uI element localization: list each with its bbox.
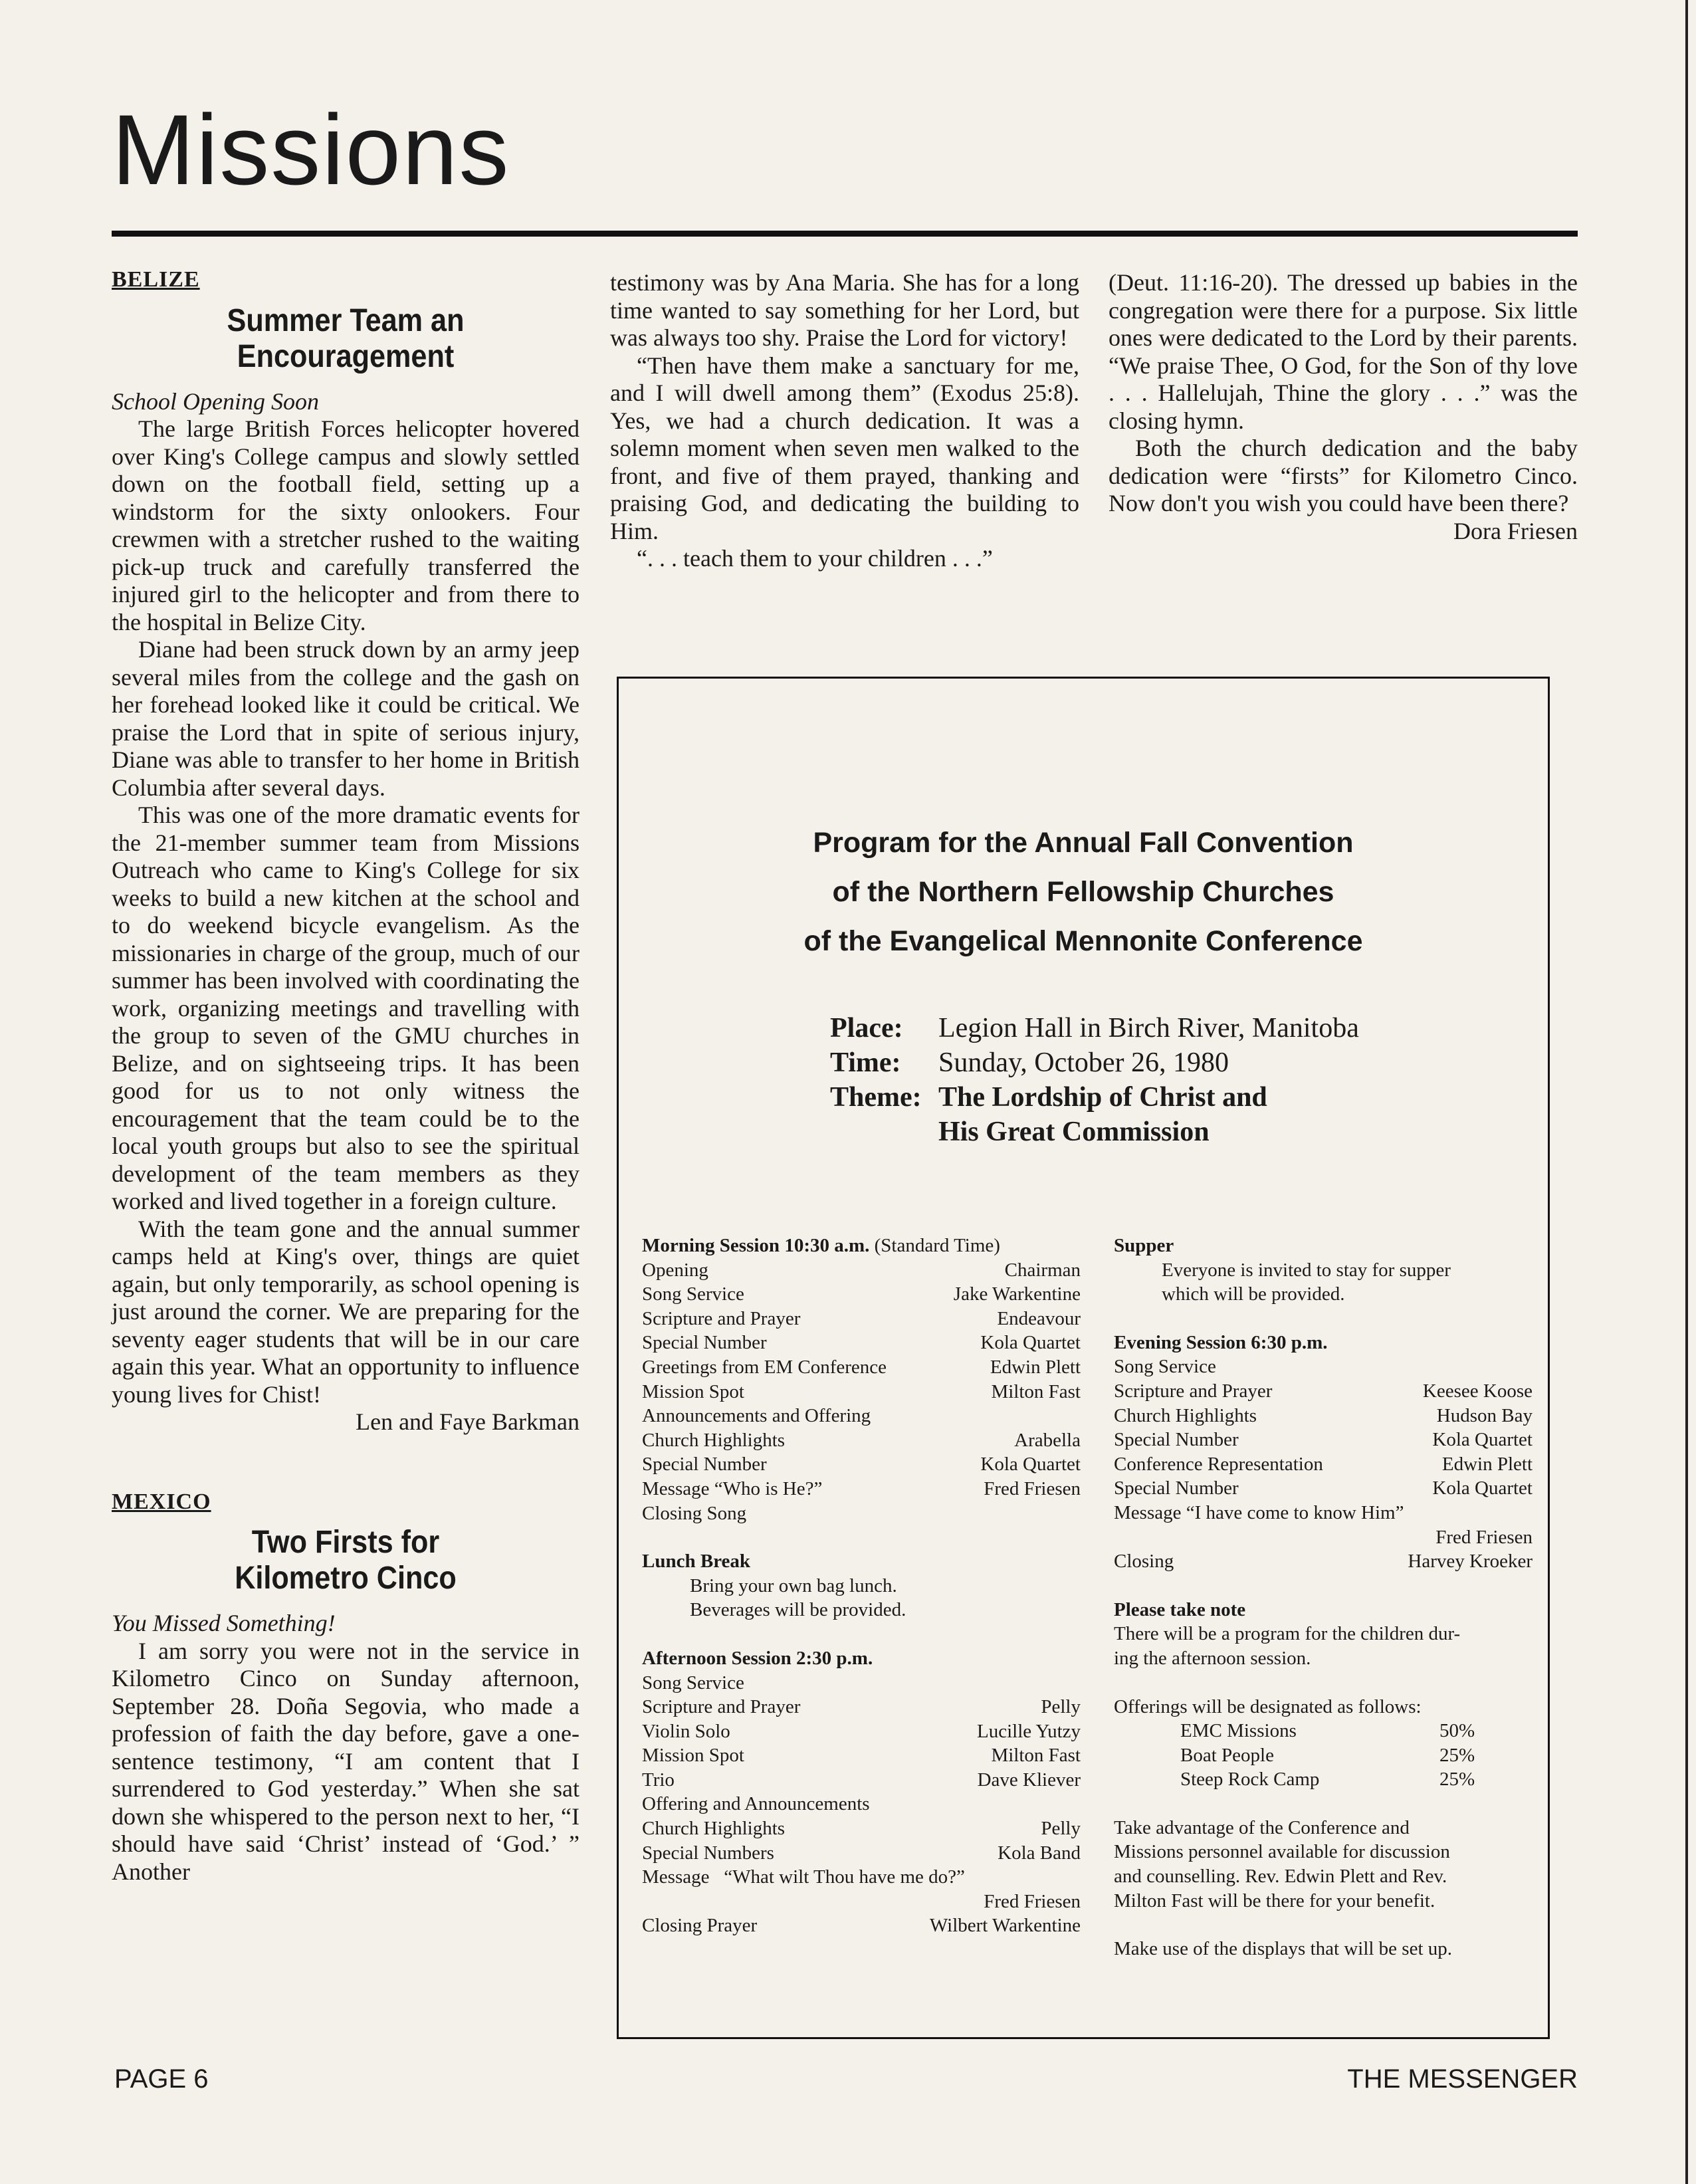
evening-row-value: Edwin Plett	[1441, 1453, 1533, 1475]
belize-kicker: School Opening Soon	[112, 387, 319, 415]
morning-row-value: Chairman	[1004, 1259, 1081, 1281]
schedule-left	[642, 1234, 1081, 1938]
afternoon-row	[642, 1743, 1081, 1768]
mexico-paragraph: I am sorry you were not in the service in Kilometro Cinco on Sunday afternoon, September 28. Doña Segovia, who made a profession of faith the day before, gave a one-sentence testimony, “I am content that I surrendered to God yesterday.” When she sat down she whispered to the person next to her, “I should have said ‘Christ’ instead of ‘God.’ ” Another	[112, 1637, 580, 1885]
morning-row-value: Edwin Plett	[990, 1356, 1081, 1378]
morning-note: (Standard Time)	[874, 1235, 1000, 1256]
lunch-line: Beverages will be provided.	[690, 1599, 906, 1621]
morning-row-value: Kola Quartet	[980, 1332, 1081, 1354]
column-1	[112, 266, 580, 1886]
belize-paragraph: With the team gone and the annual summer camps held at King's over, things are quiet again, but only temporarily, as school opening is just around the corner. We are preparing for the seventy eager students that will be in our care again this year. What an opportunity to influence young lives for Chist!	[112, 1215, 580, 1408]
supper-title: Supper	[1114, 1235, 1174, 1256]
morning-row	[642, 1282, 1081, 1307]
evening-row	[1114, 1404, 1533, 1428]
morning-row-label: Opening	[642, 1259, 708, 1281]
mexico-paragraph: Both the church dedication and the baby dedication were “firsts” for Kilometro Cinco. Now don't you wish you could have been there?	[1109, 435, 1578, 516]
advantage-line: Milton Fast will be there for your benefit.	[1114, 1890, 1435, 1911]
evening-items	[1114, 1355, 1533, 1501]
page-title: Missions	[112, 94, 510, 205]
morning-row-label: Announcements and Offering	[642, 1405, 871, 1427]
evening-row-value: Kola Quartet	[1432, 1477, 1533, 1499]
mexico-country-label: MEXICO	[112, 1489, 211, 1514]
morning-row-value: Kola Quartet	[980, 1454, 1081, 1475]
afternoon-items	[642, 1671, 1081, 1890]
mexico-headline	[135, 1525, 556, 1596]
program-heading	[619, 818, 1548, 966]
offering-percent: 25%	[1439, 1769, 1475, 1791]
supper-line: which will be provided.	[1162, 1283, 1345, 1305]
lunch-title: Lunch Break	[642, 1551, 751, 1573]
mexico-paragraph: “. . . teach them to your children . . .”	[637, 545, 993, 572]
mexico-paragraph: testimony was by Ana Maria. She has for a long time wanted to say something for her Lord, but was always too shy. Praise the Lord for victory!	[610, 269, 1079, 351]
morning-row-label: Song Service	[642, 1283, 744, 1305]
program-box	[617, 677, 1550, 2039]
morning-row-label: Special Number	[642, 1454, 767, 1475]
offering-row	[1114, 1743, 1533, 1768]
morning-row-label: Church Highlights	[642, 1429, 786, 1451]
evening-row	[1114, 1428, 1533, 1452]
morning-row-label: Message “Who is He?”	[642, 1477, 823, 1499]
title-rule	[112, 231, 1578, 237]
afternoon-row-label: Violin Solo	[642, 1720, 730, 1742]
offering-items	[1114, 1719, 1533, 1792]
lunch-line: Bring your own bag lunch.	[690, 1575, 897, 1596]
evening-row-value: Kola Quartet	[1432, 1429, 1533, 1451]
afternoon-title: Afternoon Session 2:30 p.m.	[642, 1647, 873, 1669]
morning-row-label: Mission Spot	[642, 1380, 744, 1402]
evening-title: Evening Session 6:30 p.m.	[1114, 1331, 1328, 1353]
theme-value-2: His Great Commission	[938, 1117, 1210, 1147]
mexico-kicker: You Missed Something!	[112, 1610, 336, 1636]
belize-headline	[135, 303, 556, 375]
advantage-line: Missions personnel available for discussion	[1114, 1841, 1450, 1863]
offering-label: EMC Missions	[1180, 1720, 1297, 1742]
morning-row	[642, 1428, 1081, 1453]
morning-row-label: Scripture and Prayer	[642, 1307, 801, 1329]
afternoon-row-value: Kola Band	[998, 1842, 1081, 1864]
morning-row-label: Greetings from EM Conference	[642, 1356, 887, 1378]
program-heading-line-1: Program for the Annual Fall Convention	[813, 827, 1354, 859]
afternoon-closing-speaker: Wilbert Warkentine	[929, 1915, 1081, 1937]
column-2	[610, 269, 1079, 573]
morning-row	[642, 1307, 1081, 1331]
offering-row	[1114, 1719, 1533, 1743]
afternoon-row-value: Dave Kliever	[977, 1769, 1081, 1791]
mexico-headline-line-2: Kilometro Cinco	[235, 1561, 457, 1596]
afternoon-row-label: Mission Spot	[642, 1745, 744, 1767]
belize-paragraph: The large British Forces helicopter hovered over King's College campus and slowly settled down on the football field, setting up a windstorm for the sixty onlookers. Four crewmen with a stretcher rushed to the waiting pick-up truck and carefully transferred the injured girl to the helicopter and from there to the hospital in Belize City.	[112, 415, 580, 635]
evening-row-value: Hudson Bay	[1436, 1404, 1533, 1426]
morning-row	[642, 1380, 1081, 1404]
afternoon-row-value: Pelly	[1041, 1696, 1081, 1718]
afternoon-row-label: Church Highlights	[642, 1818, 786, 1840]
belize-headline-line-1: Summer Team an	[227, 302, 465, 338]
afternoon-row	[642, 1695, 1081, 1719]
supper-line: Everyone is invited to stay for supper	[1162, 1259, 1451, 1281]
afternoon-row-label: Trio	[642, 1769, 675, 1791]
offering-row	[1114, 1767, 1533, 1792]
afternoon-row	[642, 1719, 1081, 1744]
offering-percent: 25%	[1439, 1744, 1475, 1766]
mexico-headline-line-1: Two Firsts for	[251, 1525, 440, 1560]
afternoon-row	[642, 1816, 1081, 1841]
evening-row	[1114, 1355, 1533, 1379]
belize-paragraph: This was one of the more dramatic events for the 21-member summer team from Missions Outreach who came to King's College for six weeks to build a new kitchen at the school and to do weekend bicycle evangelism. As the missionaries in charge of the group, much of our summer has been involved with coordinating the work, organizing meetings and travelling with the group to seven of the GMU churches in Belize, and on sightseeing trips. It has been good for us to not only witness the encouragement that the team could be to the local youth groups but also to see the spiritual development of the team members as they worked and lived together in a foreign culture.	[112, 802, 580, 1214]
morning-row	[642, 1355, 1081, 1380]
afternoon-row	[642, 1671, 1081, 1695]
morning-items	[642, 1258, 1081, 1526]
evening-row-label: Special Number	[1114, 1429, 1239, 1451]
afternoon-row-value: Pelly	[1041, 1818, 1081, 1840]
evening-message-speaker: Fred Friesen	[1435, 1526, 1533, 1548]
note-line: There will be a program for the children dur-	[1114, 1623, 1461, 1645]
theme-label: Theme:	[830, 1082, 922, 1113]
morning-title: Morning Session 10:30 a.m.	[642, 1235, 870, 1256]
afternoon-row-value: Lucille Yutzy	[977, 1720, 1081, 1742]
evening-row	[1114, 1476, 1533, 1501]
morning-row-value: Jake Warkentine	[953, 1283, 1081, 1305]
offering-label: Steep Rock Camp	[1180, 1769, 1320, 1791]
afternoon-row	[642, 1841, 1081, 1866]
evening-row-label: Song Service	[1114, 1356, 1216, 1378]
evening-row-label: Scripture and Prayer	[1114, 1380, 1273, 1402]
page-edge	[1685, 0, 1688, 2184]
afternoon-row	[642, 1792, 1081, 1816]
column-3	[1109, 269, 1578, 545]
evening-row-label: Conference Representation	[1114, 1453, 1323, 1475]
schedule-right	[1114, 1234, 1533, 1961]
offering-label: Boat People	[1180, 1744, 1274, 1766]
morning-row-value: Fred Friesen	[984, 1477, 1081, 1499]
mexico-paragraph: “Then have them make a sanctuary for me, and I will dwell among them” (Exodus 25:8). Yes, we had a church dedication. It was a solemn moment when seven men walked to the front, and five of them prayed, thanking and praising God, and dedicating the building to Him.	[610, 352, 1079, 544]
belize-headline-line-2: Encouragement	[237, 338, 455, 374]
morning-row-label: Special Number	[642, 1332, 767, 1354]
offering-percent: 50%	[1439, 1720, 1475, 1742]
afternoon-row	[642, 1865, 1081, 1890]
afternoon-row-label: Song Service	[642, 1672, 744, 1693]
morning-row	[642, 1404, 1081, 1428]
afternoon-row-label: Special Numbers	[642, 1842, 774, 1864]
afternoon-row-label: Scripture and Prayer	[642, 1696, 801, 1718]
time-label: Time:	[830, 1047, 901, 1078]
morning-row-label: Closing Song	[642, 1502, 747, 1524]
afternoon-row	[642, 1768, 1081, 1793]
evening-row-value: Keesee Koose	[1422, 1380, 1533, 1402]
afternoon-message-speaker: Fred Friesen	[984, 1890, 1081, 1912]
belize-signature: Len and Faye Barkman	[356, 1408, 580, 1435]
afternoon-row-label: Offering and Announcements	[642, 1793, 870, 1815]
afternoon-closing-label: Closing Prayer	[642, 1915, 758, 1937]
place-label: Place:	[830, 1013, 903, 1043]
evening-row-label: Special Number	[1114, 1477, 1239, 1499]
morning-row	[642, 1477, 1081, 1501]
afternoon-row-value: Milton Fast	[991, 1745, 1081, 1767]
time-value: Sunday, October 26, 1980	[938, 1047, 1229, 1078]
publication-name: THE MESSENGER	[1347, 2064, 1578, 2094]
theme-value: The Lordship of Christ and	[938, 1082, 1267, 1113]
note-line: ing the afternoon session.	[1114, 1647, 1311, 1669]
belize-country-label: BELIZE	[112, 267, 200, 292]
morning-row	[642, 1501, 1081, 1526]
evening-closing-speaker: Harvey Kroeker	[1408, 1551, 1533, 1573]
morning-row-value: Milton Fast	[991, 1380, 1081, 1402]
morning-row-value: Endeavour	[997, 1307, 1081, 1329]
evening-row-label: Church Highlights	[1114, 1404, 1257, 1426]
program-heading-line-2: of the Northern Fellowship Churches	[832, 876, 1334, 908]
afternoon-row-label: Message “What wilt Thou have me do?”	[642, 1866, 965, 1888]
morning-row	[642, 1258, 1081, 1283]
note-title: Please take note	[1114, 1598, 1246, 1620]
mexico-paragraph: (Deut. 11:16-20). The dressed up babies in the congregation were there for a purpose. Six little ones were dedicated to the Lord by their parents. “We praise Thee, O God, for the Son of thy love . . . Hallelujah, Thine the glory . . .” was the closing hymn.	[1109, 269, 1578, 434]
program-heading-line-3: of the Evangelical Mennonite Conference	[803, 925, 1363, 957]
morning-row-value: Arabella	[1014, 1429, 1081, 1451]
program-details	[830, 1011, 1359, 1149]
mexico-signature: Dora Friesen	[1453, 517, 1578, 544]
place-value: Legion Hall in Birch River, Manitoba	[938, 1013, 1359, 1043]
displays-note: Make use of the displays that will be set up.	[1114, 1938, 1453, 1960]
evening-row	[1114, 1379, 1533, 1404]
advantage-line: Take advantage of the Conference and	[1114, 1816, 1410, 1838]
morning-row	[642, 1452, 1081, 1477]
morning-row	[642, 1331, 1081, 1355]
advantage-line: and counselling. Rev. Edwin Plett and Rev.	[1114, 1866, 1447, 1888]
evening-message: Message “I have come to know Him”	[1114, 1501, 1404, 1523]
belize-paragraph: Diane had been struck down by an army jeep several miles from the college and the gash on her forehead looked like it could be critical. We praise the Lord that in spite of serious injury, Diane was able to transfer to her home in British Columbia after several days.	[112, 636, 580, 801]
evening-row	[1114, 1452, 1533, 1477]
page-number: PAGE 6	[114, 2064, 209, 2094]
evening-closing-label: Closing	[1114, 1551, 1174, 1573]
offerings-intro: Offerings will be designated as follows:	[1114, 1695, 1422, 1717]
